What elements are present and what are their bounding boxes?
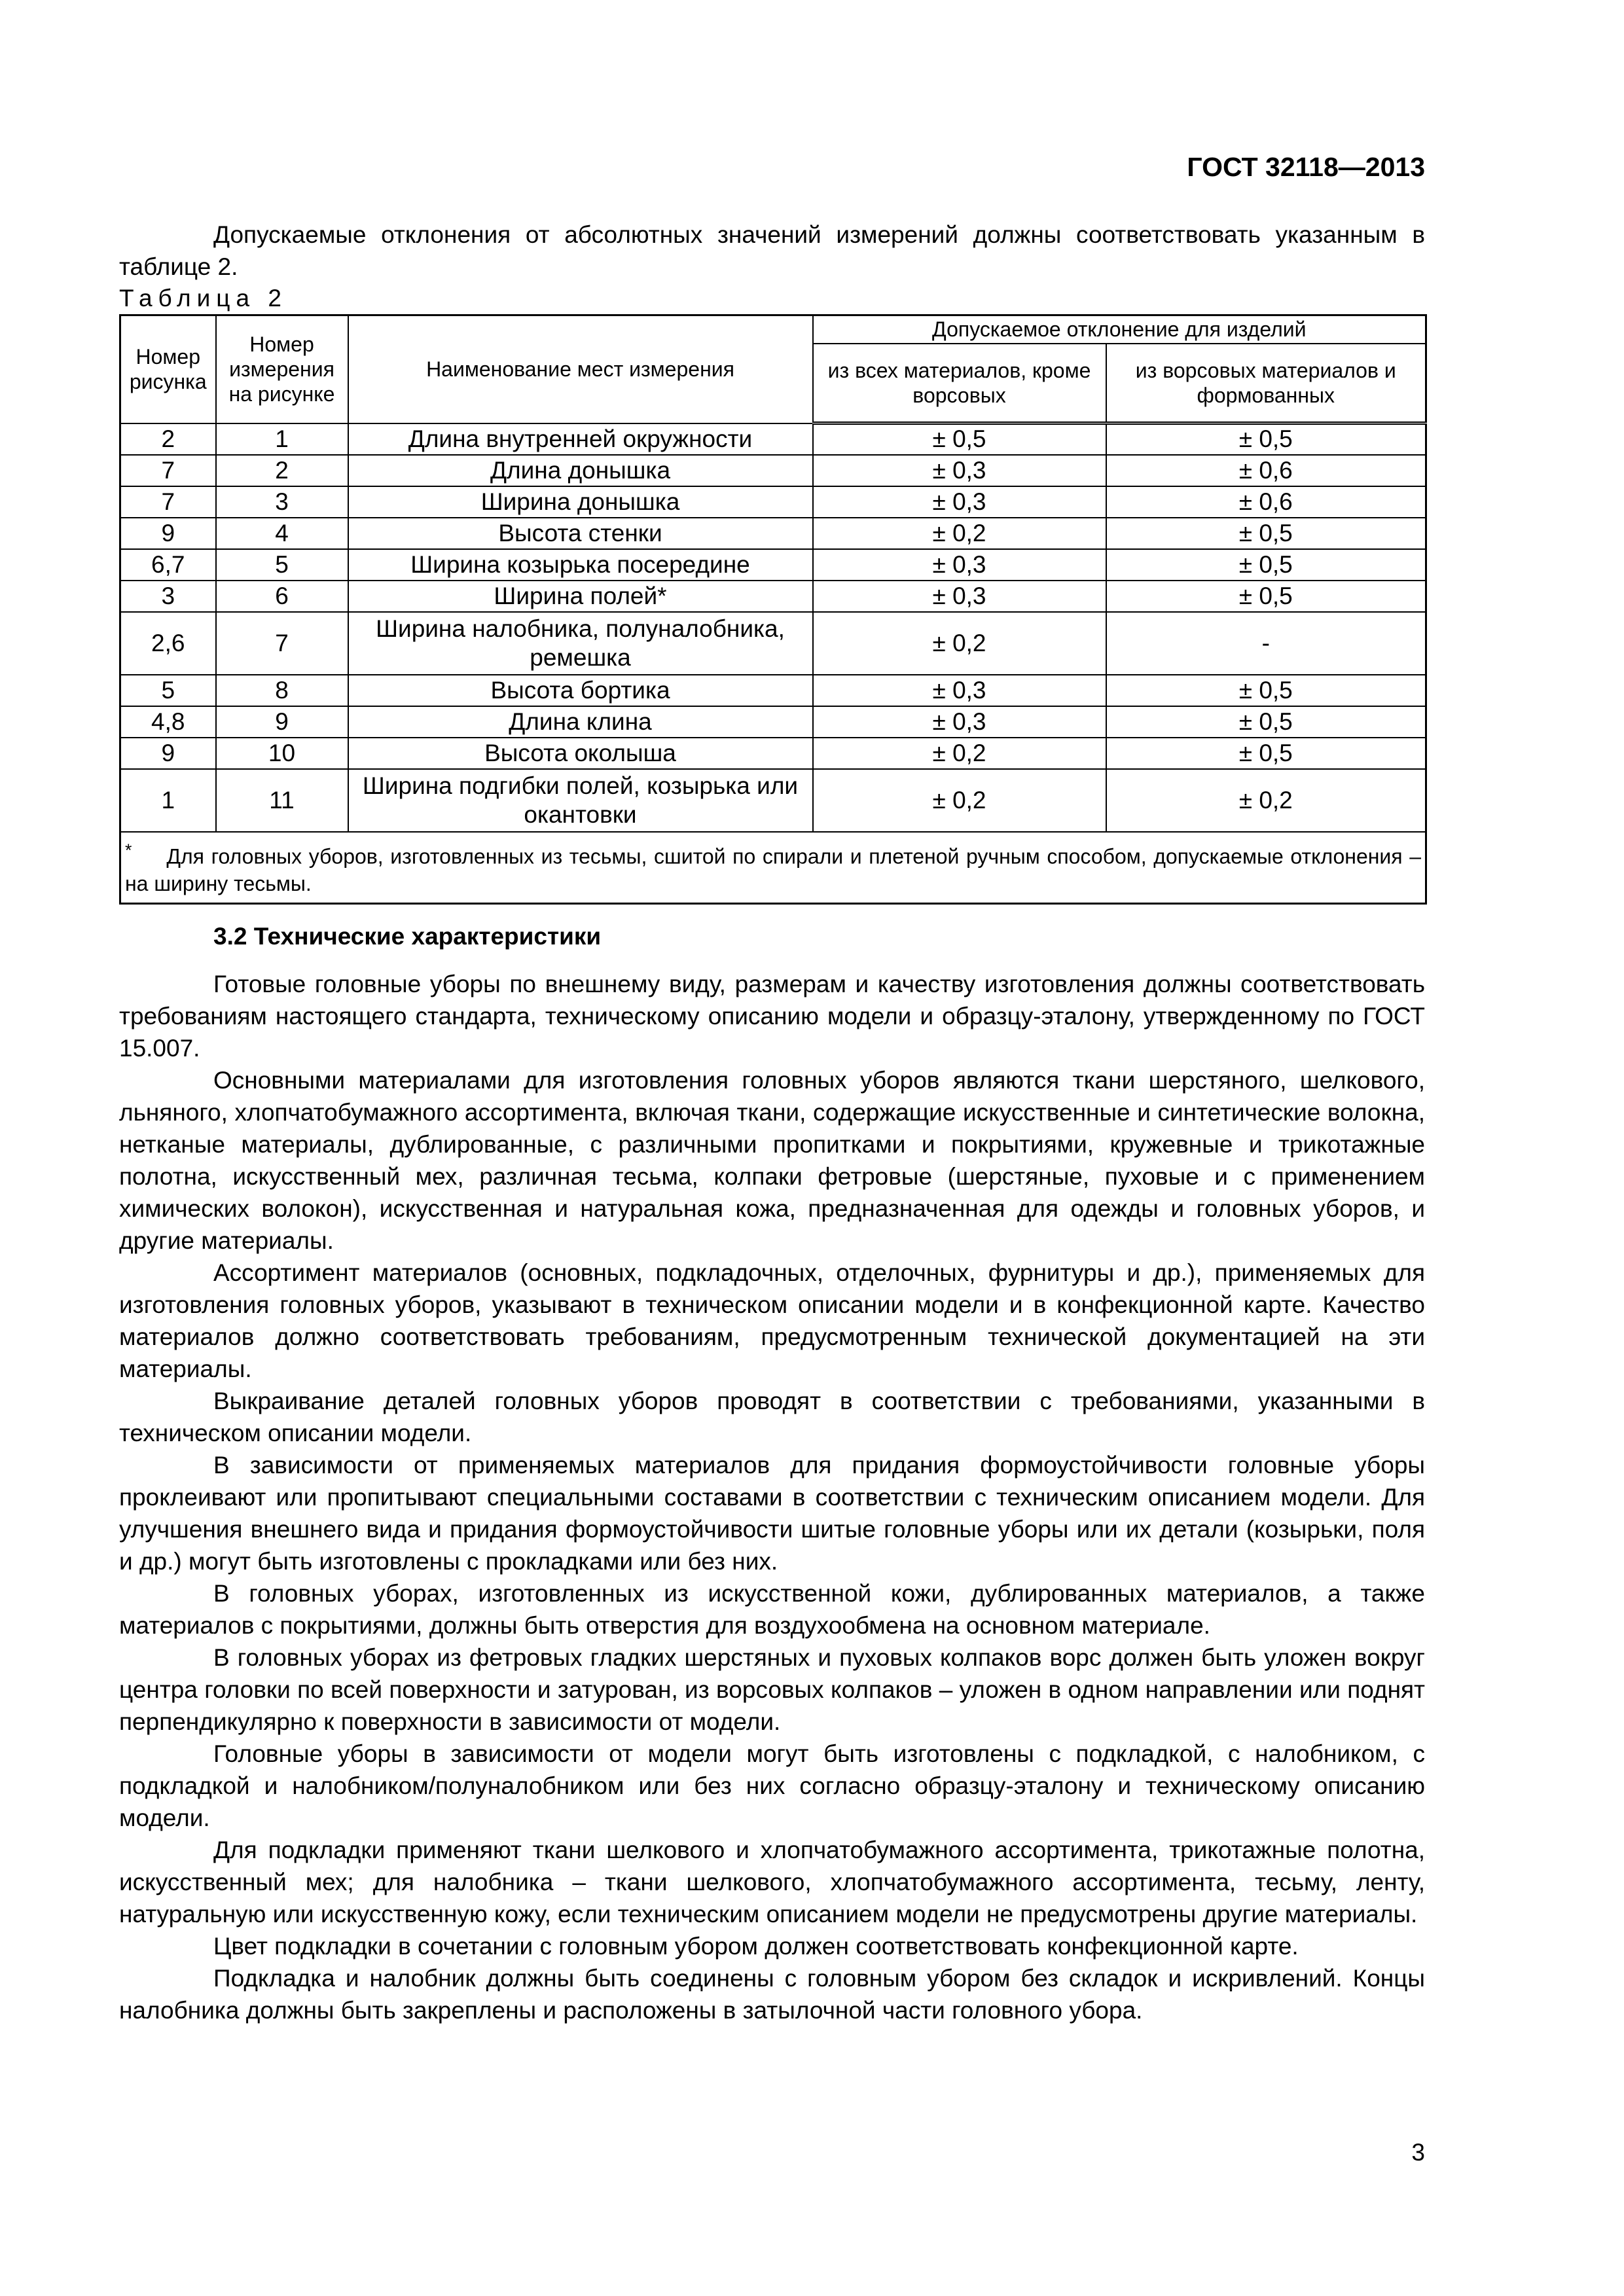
cell-deviation-all: ± 0,3 [813,706,1106,738]
cell-measure-number: 4 [216,518,348,549]
cell-place-name: Высота околыша [348,738,813,769]
document-code: ГОСТ 32118—2013 [1187,152,1425,182]
cell-measure-number: 10 [216,738,348,769]
cell-measure-number: 9 [216,706,348,738]
cell-figure-number: 7 [120,486,216,518]
cell-deviation-all: ± 0,5 [813,423,1106,455]
cell-deviation-pile: ± 0,5 [1106,518,1426,549]
body-paragraph: В зависимости от применяемых материалов для придания формоустойчивости головные уборы проклеивают или пропитывают специальными составами в соответствии с техническим описанием модели. Для улучшения внешнего вида и придания формоустойчивости шитые головные уборы или их детали (козырьки, поля и др.) могут быть изготовлены с прокладками или без них. [119,1452,1425,1575]
header-figure-number: Номер рисунка [120,315,216,423]
body-paragraph: Выкраивание деталей головных уборов проводят в соответствии с требованиями, указанными в техническом описании модели. [119,1388,1425,1447]
cell-deviation-pile: ± 0,5 [1106,549,1426,581]
table-row [120,706,1426,738]
cell-figure-number: 2,6 [120,612,216,675]
cell-deviation-pile: ± 0,5 [1106,706,1426,738]
cell-deviation-all: ± 0,2 [813,612,1106,675]
cell-figure-number: 1 [120,769,216,832]
cell-deviation-pile: ± 0,5 [1106,423,1426,455]
body-paragraph: Цвет подкладки в сочетании с головным убором должен соответствовать конфекционной карте. [213,1933,1299,1960]
cell-deviation-all: ± 0,2 [813,518,1106,549]
table-row [120,769,1426,832]
table-caption: Таблица 2 [119,285,287,312]
cell-place-name: Ширина донышка [348,486,813,518]
cell-figure-number: 9 [120,518,216,549]
table-row [120,549,1426,581]
footnote-text: Для головных уборов, изготовленных из тесьмы, сшитой по спирали и плетеной ручным способом, допускаемые отклонения – на ширину тесьмы. [125,844,1422,896]
cell-place-name: Высота бортика [348,675,813,706]
table-row [120,423,1426,455]
cell-deviation-all: ± 0,3 [813,486,1106,518]
body-paragraph: Ассортимент материалов (основных, подкладочных, отделочных, фурнитуры и др.), применяемых для изготовления головных уборов, указывают в техническом описании модели и в конфекционной карте. Качество материалов должно соответствовать требованиям, предусмотренным технической документацией на эти материалы. [119,1259,1425,1383]
table-row [120,486,1426,518]
cell-place-name: Ширина налобника, полуналобника, ремешка [348,612,813,675]
cell-place-name: Ширина козырька посередине [348,549,813,581]
table-row [120,455,1426,486]
cell-place-name: Длина клина [348,706,813,738]
cell-deviation-pile: ± 0,6 [1106,486,1426,518]
page-content [119,151,1425,2026]
cell-measure-number: 1 [216,423,348,455]
cell-measure-number: 2 [216,455,348,486]
cell-deviation-all: ± 0,2 [813,738,1106,769]
footnote-mark: * [125,840,132,860]
cell-figure-number: 9 [120,738,216,769]
cell-figure-number: 7 [120,455,216,486]
cell-figure-number: 2 [120,423,216,455]
cell-deviation-all: ± 0,2 [813,769,1106,832]
cell-figure-number: 4,8 [120,706,216,738]
cell-figure-number: 5 [120,675,216,706]
body-paragraph: В головных уборах, изготовленных из искусственной кожи, дублированных материалов, а также материалов с покрытиями, должны быть отверстия для воздухообмена на основном материале. [119,1580,1425,1640]
cell-deviation-all: ± 0,3 [813,455,1106,486]
cell-figure-number: 3 [120,581,216,612]
table-body [120,423,1426,832]
cell-deviation-pile: ± 0,5 [1106,581,1426,612]
body-paragraph: Головные уборы в зависимости от модели могут быть изготовлены с подкладкой, с налобником, с подкладкой и налобником/полуналобником или без них согласно образцу-эталону и техническому описанию модели. [119,1740,1425,1832]
cell-measure-number: 8 [216,675,348,706]
cell-figure-number: 6,7 [120,549,216,581]
table-row [120,738,1426,769]
body-paragraph: Для подкладки применяют ткани шелкового и хлопчатобумажного ассортимента, трикотажные полотна, искусственный мех; для налобника – ткани шелкового, хлопчатобумажного ассортимента, тесьму, ленту, натуральную или искусственную кожу, если техническим описанием модели не предусмотрены другие материалы. [119,1837,1425,1928]
table-row [120,612,1426,675]
cell-measure-number: 3 [216,486,348,518]
cell-place-name: Длина внутренней окружности [348,423,813,455]
table-footnote [120,832,1426,904]
cell-place-name: Ширина полей* [348,581,813,612]
cell-place-name: Высота стенки [348,518,813,549]
table-row [120,675,1426,706]
intro-paragraph: Допускаемые отклонения от абсолютных значений измерений должны соответствовать указанным в таблице 2. [119,221,1425,280]
cell-measure-number: 11 [216,769,348,832]
table-row [120,518,1426,549]
cell-measure-number: 7 [216,612,348,675]
cell-deviation-pile: ± 0,6 [1106,455,1426,486]
cell-measure-number: 6 [216,581,348,612]
cell-deviation-all: ± 0,3 [813,675,1106,706]
cell-deviation-all: ± 0,3 [813,581,1106,612]
header-measure-number: Номер измерения на рисунке [216,315,348,423]
cell-deviation-pile: ± 0,5 [1106,738,1426,769]
cell-place-name: Ширина подгибки полей, козырька или окантовки [348,769,813,832]
header-pile-materials: из ворсовых материалов и формованных [1106,344,1426,423]
header-deviation-group: Допускаемое отклонение для изделий [813,315,1426,344]
cell-measure-number: 5 [216,549,348,581]
section-body [119,968,1425,2026]
section-title: 3.2 Технические характеристики [213,923,602,950]
body-paragraph: Основными материалами для изготовления головных уборов являются ткани шерстяного, шелкового, льняного, хлопчатобумажного ассортимента, включая ткани, содержащие искусственные и синтетические волокна, нетканые материалы, дублированные, с различными пропитками и покрытиями, кружевные и трикотажные полотна, искусственный мех, различная тесьма, колпаки фетровые (шерстяные, пуховые и с применением химических волокон), искусственная и натуральная кожа, предназначенная для одежды и головных уборов, и другие материалы. [119,1067,1425,1255]
cell-deviation-all: ± 0,3 [813,549,1106,581]
cell-deviation-pile: ± 0,5 [1106,675,1426,706]
cell-deviation-pile: ± 0,2 [1106,769,1426,832]
header-place-name: Наименование мест измерения [348,315,813,423]
body-paragraph: В головных уборах из фетровых гладких шерстяных и пуховых колпаков ворс должен быть уложен вокруг центра головки по всей поверхности и затурован, из ворсовых колпаков – уложен в одном направлении или поднят перпендикулярно к поверхности в зависимости от модели. [119,1644,1425,1736]
deviation-table [119,314,1427,905]
page-number: 3 [1411,2139,1425,2166]
table-row [120,581,1426,612]
header-all-materials: из всех материалов, кроме ворсовых [813,344,1106,423]
body-paragraph: Подкладка и налобник должны быть соединены с головным убором без складок и искривлений. Концы налобника должны быть закреплены и расположены в затылочной части головного убора. [119,1965,1425,2024]
body-paragraph: Готовые головные уборы по внешнему виду, размерам и качеству изготовления должны соответствовать требованиям настоящего стандарта, техническому описанию модели и образцу-эталону, утвержденному по ГОСТ 15.007. [119,971,1425,1062]
cell-place-name: Длина донышка [348,455,813,486]
cell-deviation-pile: - [1106,612,1426,675]
